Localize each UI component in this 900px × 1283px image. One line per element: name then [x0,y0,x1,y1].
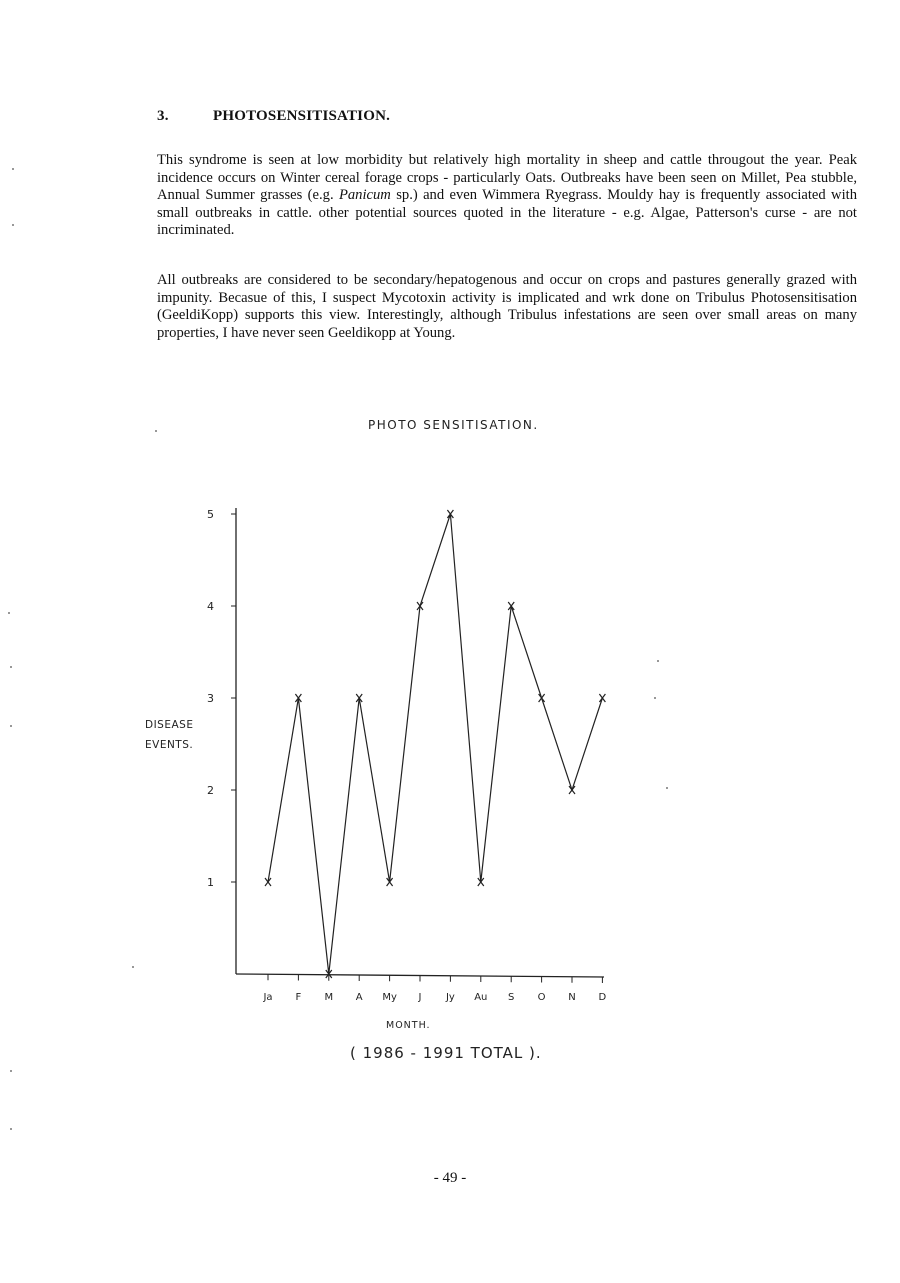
scan-speck [132,966,134,968]
y-tick-label: 1 [207,876,214,889]
x-tick-label: D [598,992,607,1003]
chart-tick-labels [207,508,607,1003]
y-tick-label: 3 [207,692,214,705]
x-tick-label: A [355,992,363,1003]
section-title: PHOTOSENSITISATION. [213,108,391,124]
x-axis-label: MONTH. [386,1020,431,1031]
chart-note: ( 1986 - 1991 TOTAL ). [350,1044,542,1062]
scan-speck [8,612,10,614]
y-axis-label-line-1: DISEASE [145,719,194,731]
x-tick-label: S [508,992,515,1003]
paragraph-1-italic: Panicum [338,187,391,204]
scan-speck [12,168,14,170]
page-number: - 49 - [433,1170,467,1186]
x-tick-label: My [382,992,397,1003]
scan-speck [10,1128,12,1130]
x-tick-label: M [324,992,334,1003]
scan-speck [666,787,668,789]
section-number: 3. [157,108,169,124]
x-tick-label: Jy [445,992,455,1003]
x-tick-label: F [295,992,302,1003]
chart-title: PHOTO SENSITISATION. [368,418,539,432]
x-tick-label: N [568,992,576,1003]
paragraph-1-text-a: This syndrome is seen at low morbidity but relatively high mortality in sheep and cattle througout the year. Peak incidence occurs on Winter cereal forage crops - particularly Oats. Outbreaks have been seen on Millet, Pea stubble, Annual Summer grasses (e.g. [157,152,857,204]
series-line [268,514,602,974]
y-tick-label: 4 [207,600,214,613]
x-tick-label: O [537,992,546,1003]
paragraph-1-text-b: sp.) and even Wimmera Ryegrass. Mouldy hay is frequently associated with small outbreaks in cattle. other potential sources quoted in the literature - e.g. Algae, Patterson's curse - are not incriminated. [157,187,857,239]
y-tick-label: 2 [207,784,214,797]
scan-speck [12,224,14,226]
data-point-marker [599,694,605,702]
x-tick-label: J [418,992,422,1003]
scan-speck [10,1070,12,1072]
chart-ticks [231,514,602,983]
y-axis-label-line-2: EVENTS. [145,739,194,751]
x-tick-label: Ja [263,992,273,1003]
paragraph-2: All outbreaks are considered to be secondary/hepatogenous and occur on crops and pastures generally grazed with impunity. Becasue of this, I suspect Mycotoxin activity is implicated and wrk done on Tribulus Photosensitisation (GeeldiKopp) supports this view. Interestingly, although Tribulus infestations are seen over small areas on many properties, I have never seen Geeldikopp at Young. [157,272,857,341]
scan-speck [10,725,12,727]
y-tick-label: 5 [207,508,214,521]
data-point-marker [569,786,575,794]
scan-speck [155,430,157,432]
chart-series [265,510,605,978]
x-tick-label: Au [474,992,488,1003]
scan-speck [654,697,656,699]
scan-speck [10,666,12,668]
scan-speck [657,660,659,662]
data-point-marker [539,694,545,702]
